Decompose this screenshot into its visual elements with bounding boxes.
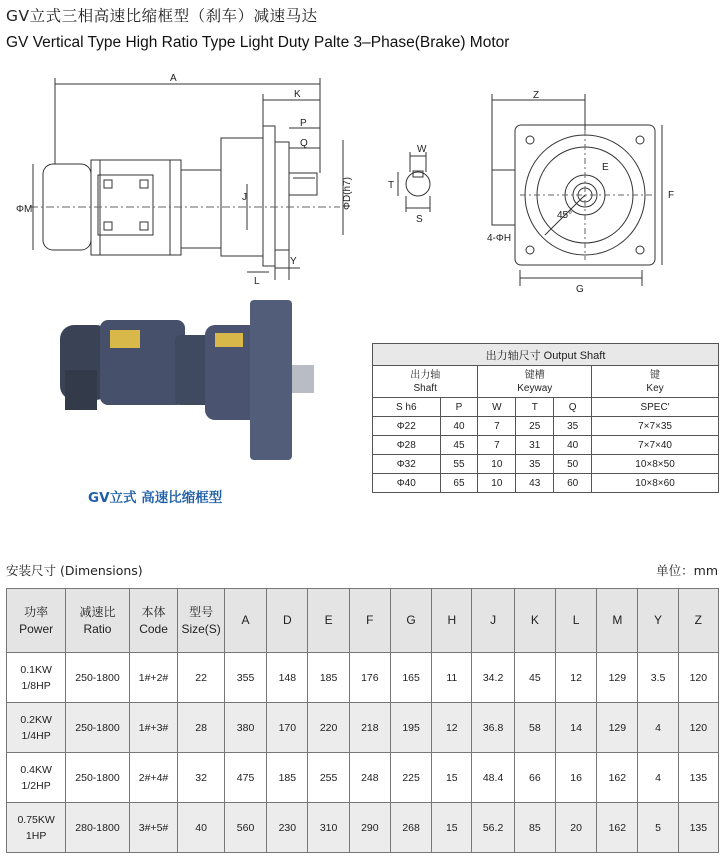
label-G: G: [576, 284, 584, 295]
table-cell: 230: [267, 803, 308, 853]
table-cell: 165: [390, 653, 431, 703]
table-cell: 4: [638, 703, 678, 753]
table-cell: 148: [267, 653, 308, 703]
shaft-section: [406, 172, 430, 196]
header-H: H: [432, 589, 472, 653]
table-cell: 170: [267, 703, 308, 753]
header-code: 本体 Code: [129, 589, 178, 653]
table-cell: 12: [555, 653, 596, 703]
table-cell: 176: [349, 653, 390, 703]
table-row: [7, 703, 719, 753]
table-row: [7, 803, 719, 853]
dims-table-body: [7, 653, 719, 853]
table-cell: 380: [224, 703, 266, 753]
label-angle: 45°: [557, 210, 573, 221]
label-Z: Z: [533, 90, 540, 101]
header-D: D: [267, 589, 308, 653]
table-row: [7, 653, 719, 703]
table-cell: 48.4: [472, 753, 514, 803]
shaft-group-header: 出力轴 Shaft: [373, 366, 478, 398]
keyway-group-header: 键槽 Keyway: [478, 366, 592, 398]
key-group-header: 键 Key: [592, 366, 719, 398]
table-cell: 40: [178, 803, 225, 853]
label-J: J: [242, 192, 247, 203]
table-cell: 5: [638, 803, 678, 853]
table-cell: 250-1800: [66, 753, 129, 803]
table-cell: 2#+4#: [129, 753, 178, 803]
header-M: M: [597, 589, 638, 653]
table-cell: 290: [349, 803, 390, 853]
table-cell: 16: [555, 753, 596, 803]
table-cell: 560: [224, 803, 266, 853]
table-cell: 15: [432, 803, 472, 853]
subheader-q: Q: [554, 398, 592, 417]
photo-caption: GV立式 高速比缩框型: [88, 490, 223, 506]
power-cell: 0.75KW 1HP: [7, 803, 66, 853]
table-cell: 255: [308, 753, 349, 803]
label-P: P: [300, 118, 307, 129]
label-E: E: [602, 162, 609, 173]
table-cell: 34.2: [472, 653, 514, 703]
label-F: F: [668, 190, 675, 201]
label-D: ΦD(h7): [342, 177, 353, 210]
header-power: 功率 Power: [7, 589, 66, 653]
table-cell: 355: [224, 653, 266, 703]
subheader-w: W: [478, 398, 516, 417]
terminal-box: [98, 175, 153, 235]
table-cell: 120: [678, 653, 718, 703]
page-title-cn: GV立式三相高速比缩框型（刹车）减速马达: [6, 7, 318, 25]
header-K: K: [514, 589, 555, 653]
dimensions-table: [6, 588, 719, 853]
table-cell: 220: [308, 703, 349, 753]
table-cell: 162: [597, 803, 638, 853]
table-cell: 85: [514, 803, 555, 853]
table-cell: 475: [224, 753, 266, 803]
header-J: J: [472, 589, 514, 653]
motor-illustration: [55, 300, 315, 470]
page-title-en: GV Vertical Type High Ratio Type Light Duty Palte 3–Phase(Brake) Motor: [6, 34, 510, 51]
header-size: 型号 Size(S): [178, 589, 225, 653]
table-cell: 129: [597, 703, 638, 753]
header-ratio: 减速比 Ratio: [66, 589, 129, 653]
table-cell: 1#+3#: [129, 703, 178, 753]
table-cell: 14: [555, 703, 596, 753]
unit-label: 单位：mm: [656, 563, 718, 578]
table-cell: 56.2: [472, 803, 514, 853]
header-G: G: [390, 589, 431, 653]
table-cell: 11: [432, 653, 472, 703]
label-K: K: [294, 89, 301, 100]
output-shaft: [289, 173, 317, 195]
table-cell: 1#+2#: [129, 653, 178, 703]
header-E: E: [308, 589, 349, 653]
product-photo: [55, 300, 315, 470]
table-cell: 129: [597, 653, 638, 703]
table-cell: 12: [432, 703, 472, 753]
table-cell: 162: [597, 753, 638, 803]
table-row: Φ22 40 7 25 35 7×7×35: [373, 417, 719, 436]
flange: [263, 126, 275, 266]
table-cell: 268: [390, 803, 431, 853]
label-L: L: [254, 276, 260, 287]
table-row: [7, 753, 719, 803]
label-M: ΦM: [16, 204, 33, 215]
dimensions-label: 安装尺寸 (Dimensions): [6, 563, 143, 578]
table-cell: 135: [678, 803, 718, 853]
table-cell: 218: [349, 703, 390, 753]
table-cell: 36.8: [472, 703, 514, 753]
shaft-table-title: 出力轴尺寸 Output Shaft: [373, 344, 719, 366]
motor-body: [91, 160, 181, 255]
table-cell: 185: [308, 653, 349, 703]
table-cell: 280-1800: [66, 803, 129, 853]
header-L: L: [555, 589, 596, 653]
gear-housing: [181, 170, 221, 248]
header-F: F: [349, 589, 390, 653]
header-Z: Z: [678, 589, 718, 653]
table-cell: 45: [514, 653, 555, 703]
table-cell: 120: [678, 703, 718, 753]
label-Q: Q: [300, 138, 308, 149]
table-row: Φ40 65 10 43 60 10×8×60: [373, 474, 719, 493]
table-cell: 185: [267, 753, 308, 803]
subheader-t: T: [516, 398, 554, 417]
label-Y: Y: [290, 256, 297, 267]
subheader-p: P: [440, 398, 478, 417]
table-cell: 20: [555, 803, 596, 853]
power-cell: 0.1KW 1/8HP: [7, 653, 66, 703]
power-cell: 0.2KW 1/4HP: [7, 703, 66, 753]
table-cell: 250-1800: [66, 703, 129, 753]
table-cell: 66: [514, 753, 555, 803]
table-cell: 3#+5#: [129, 803, 178, 853]
output-shaft-table: [372, 343, 719, 493]
table-cell: 225: [390, 753, 431, 803]
table-cell: 28: [178, 703, 225, 753]
table-cell: 135: [678, 753, 718, 803]
dims-header-row: [7, 589, 719, 653]
table-cell: 22: [178, 653, 225, 703]
table-cell: 4: [638, 753, 678, 803]
table-cell: 58: [514, 703, 555, 753]
table-cell: 310: [308, 803, 349, 853]
label-A: A: [170, 73, 177, 84]
side-terminal: [492, 170, 515, 225]
label-S: S: [416, 214, 423, 225]
table-cell: 250-1800: [66, 653, 129, 703]
table-cell: 15: [432, 753, 472, 803]
label-W: W: [417, 144, 427, 155]
subheader-s: S h6: [373, 398, 441, 417]
power-cell: 0.4KW 1/2HP: [7, 753, 66, 803]
table-cell: 32: [178, 753, 225, 803]
table-cell: 248: [349, 753, 390, 803]
header-A: A: [224, 589, 266, 653]
label-T: T: [388, 180, 395, 191]
table-row: Φ28 45 7 31 40 7×7×40: [373, 436, 719, 455]
table-cell: 195: [390, 703, 431, 753]
label-H: 4-ΦH: [487, 233, 512, 244]
subheader-spec: SPEC': [592, 398, 719, 417]
table-cell: 3.5: [638, 653, 678, 703]
table-row: Φ32 55 10 35 50 10×8×50: [373, 455, 719, 474]
header-Y: Y: [638, 589, 678, 653]
